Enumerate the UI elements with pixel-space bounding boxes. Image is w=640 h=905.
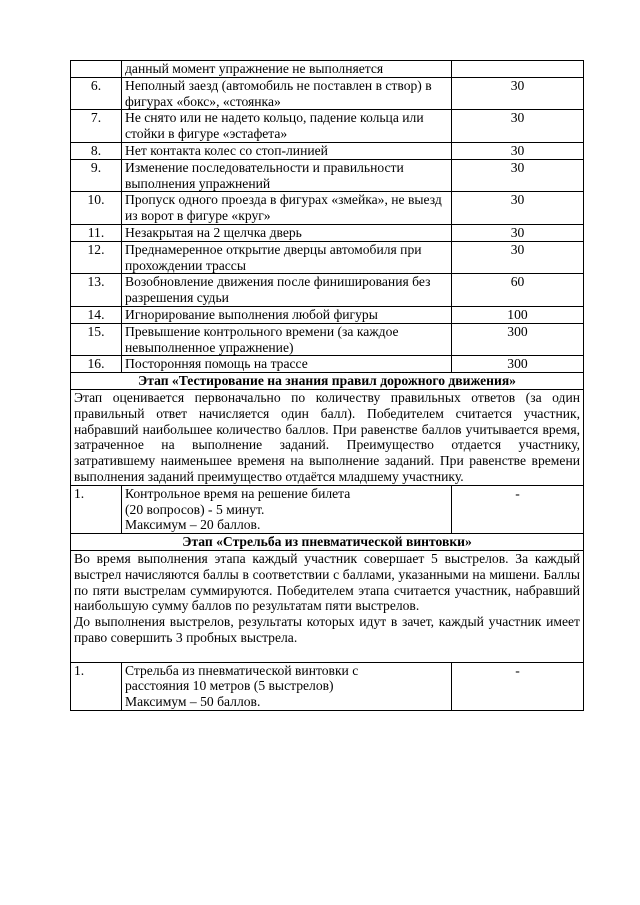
item-line: Стрельба из пневматической винтовки с [125,662,359,678]
table-row [71,323,584,356]
table-row [71,77,584,110]
row-number: 10. [71,192,122,225]
row-number [71,61,122,78]
row-description: Возобновление движения после финиширования без разрешения судьи [122,274,452,307]
stage-traffic-paragraph: Этап оценивается первоначально по количеству правильных ответов (за один правильный ответ начисляется один балл). Победителем считается участник, набравший наибольшее количество баллов. При равенстве баллов учитывается время, затраченное на выполнение заданий. Преимущество отдается участнику, затратившему наименьшее временя на выполнение заданий. При равенстве времени выполнения заданий преимущество отдаётся младшему участнику. [74,389,580,484]
row-number: 15. [71,323,122,356]
table-row [71,110,584,143]
row-points: - [452,662,584,710]
item-line: Контрольное время на решение билета [125,485,351,501]
stage-shooting-paragraph: До выполнения выстрелов, результаты которых идут в зачет, каждый участник имеет право совершить 3 пробных выстрела. [74,614,580,645]
row-points [452,61,584,78]
row-number: 16. [71,356,122,373]
row-number: 1. [71,485,122,533]
row-description: Не снято или не надето кольцо, падение кольца или стойки в фигуре «эстафета» [122,110,452,143]
stage-heading-row [71,373,584,390]
row-number: 1. [71,662,122,710]
item-line: (20 вопросов) - 5 минут. [125,501,265,517]
stage-shooting-heading: Этап «Стрельба из пневматической винтовки» [71,534,584,551]
table-row [71,142,584,159]
row-description: Превышение контрольного времени (за каждое невыполненное упражнение) [122,323,452,356]
row-description: Преднамеренное открытие дверцы автомобиля при прохождении трассы [122,241,452,274]
item-line: расстояния 10 метров (5 выстрелов) [125,678,334,694]
table-row [71,224,584,241]
stage-description-row [71,389,584,485]
stage-heading-row [71,534,584,551]
table-row [71,159,584,192]
row-description [122,485,452,533]
row-number: 9. [71,159,122,192]
table-row [71,274,584,307]
row-points: 30 [452,192,584,225]
row-description: Посторонняя помощь на трассе [122,356,452,373]
stage-shooting-paragraph: Во время выполнения этапа каждый участник совершает 5 выстрелов. За каждый выстрел начисляются баллы в соответствии с баллами, указанными на мишени. Баллы по пяти выстрелам суммируются. Победителем этапа считается участник, набравший наибольшую сумму баллов по результатам пяти выстрелов. [74,550,580,614]
row-description: Игнорирование выполнения любой фигуры [122,306,452,323]
row-points: 60 [452,274,584,307]
row-points: 30 [452,241,584,274]
row-points: 100 [452,306,584,323]
row-number: 6. [71,77,122,110]
row-number: 12. [71,241,122,274]
row-number: 13. [71,274,122,307]
table-row [71,356,584,373]
stage-traffic-heading: Этап «Тестирование на знания правил дорожного движения» [71,373,584,390]
stage-description-row [71,550,584,662]
row-number: 14. [71,306,122,323]
row-number: 11. [71,224,122,241]
stage-item-row [71,662,584,710]
table-row [71,192,584,225]
row-description: данный момент упражнение не выполняется [122,61,452,78]
row-points: 30 [452,159,584,192]
row-description: Изменение последовательности и правильности выполнения упражнений [122,159,452,192]
row-points: - [452,485,584,533]
item-line: Максимум – 20 баллов. [125,517,261,533]
stage-shooting-description [71,550,584,662]
row-points: 30 [452,142,584,159]
row-description: Неполный заезд (автомобиль не поставлен в створ) в фигурах «бокс», «стоянка» [122,77,452,110]
stage-item-row [71,485,584,533]
row-points: 300 [452,323,584,356]
stage-traffic-description [71,389,584,485]
rules-table [70,60,584,711]
row-number: 8. [71,142,122,159]
table-row [71,306,584,323]
row-points: 30 [452,77,584,110]
item-line: Максимум – 50 баллов. [125,694,261,710]
row-description [122,662,452,710]
row-points: 30 [452,110,584,143]
row-description: Пропуск одного проезда в фигурах «змейка», не выезд из ворот в фигуре «круг» [122,192,452,225]
table-row [71,61,584,78]
row-points: 30 [452,224,584,241]
row-number: 7. [71,110,122,143]
row-description: Нет контакта колес со стоп-линией [122,142,452,159]
table-row [71,241,584,274]
row-description: Незакрытая на 2 щелчка дверь [122,224,452,241]
row-points: 300 [452,356,584,373]
